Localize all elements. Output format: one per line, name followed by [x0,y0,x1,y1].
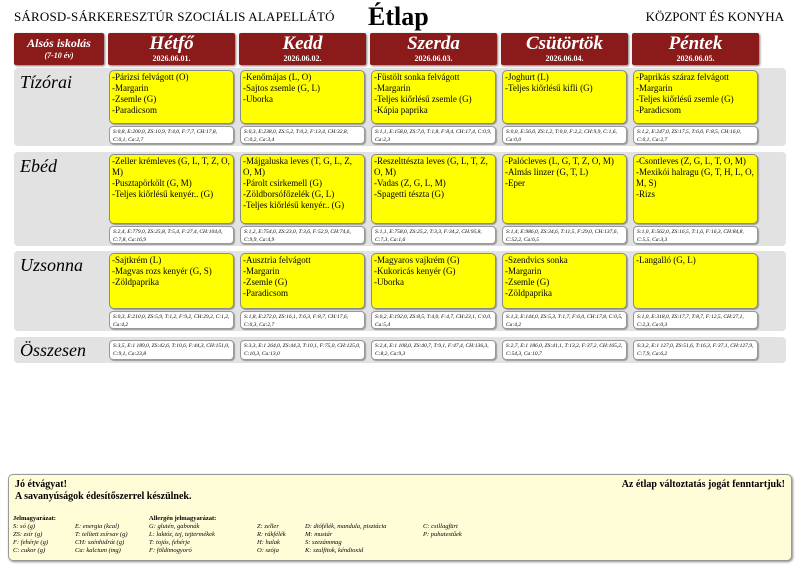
menu-item: -Zöldborsófőzelék (G, L) [243,189,335,199]
menu-item: -Mexikói halragu (G, T, H, L, O, M, S) [636,167,754,188]
nutrition-legend-title: Jelmagyarázat: [13,515,56,522]
menu-item: -Margarin [243,266,280,276]
totals-label: Összesen [20,340,86,360]
legend-entry: ZS: zsír (g) [13,531,43,538]
menu-item: -Teljes kiőrlésű zsemle (G) [636,94,734,104]
legend-entry: F: fehérje (g) [13,539,49,546]
menu-item: -Almás linzer (G, T, L) [505,167,589,177]
menu-cell [371,70,496,124]
legend-entry: T: telített zsírsav (g) [75,531,128,538]
day-name: Csütörtök [525,33,604,54]
nutrition-values: S:1,3, E:144,0, ZS:5,3, T:1,7, F:6,0, CH:17,8, C:0,5, Ca:4,2 [502,311,627,329]
page-title: Étlap [368,2,429,31]
allergen-entry: P: puhatestűek [423,531,462,538]
menu-item: -Margarin [112,83,149,93]
totals-values: S:3,5, E:1 189,0, ZS:42,6, T:10,6, F:44,3, CH:151,0, C:9,1, Ca:23,8 [109,340,234,360]
menu-item: -Paradicsom [112,105,157,115]
menu-item: -Sajtos zsemle (G, L) [243,83,320,93]
menu-item: -Langalló (G, L) [636,255,696,265]
menu-item: -Magvas rozs kenyér (G, S) [112,266,212,276]
allergen-entry: C: csillagfürt [423,523,458,530]
allergen-entry: R: rákfélék [257,531,286,538]
nutrition-values: S:2,4, E:779,0, ZS:25,8, T:5,4, F:27,4, CH:104,0, C:7,8, Ca:16,9 [109,226,234,244]
nutrition-values: S:1,2, E:247,0, ZS:17,5, T:6,0, F:8,5, CH:16,0, C:0,1, Ca:2,7 [633,126,758,144]
age-range: (7-10 év) [44,51,74,60]
meal-label: Tízórai [20,72,73,92]
menu-cell [371,154,496,224]
menu-cell [633,154,758,224]
menu-item: -Párizsi felvágott (O) [112,72,189,82]
legend-entry: CH: szénhidrát (g) [75,539,125,546]
totals-values: S:2,4, E:1 108,0, ZS:40,7, T:9,1, F:47,4, CH:136,3, C:8,2, Ca:9,3 [371,340,496,360]
day-header-5 [632,33,759,65]
menu-cell [502,253,627,309]
nutrition-values: S:1,1, E:758,0, ZS:25,2, T:3,3, F:34,2, CH:95,8, C:7,3, Ca:1,6 [371,226,496,244]
nutrition-values: S:1,1, E:158,0, ZS:7,0, T:1,8, F:8,4, CH:17,4, C:0,9, Ca:2,3 [371,126,496,144]
nutrition-values: S:0,2, E:192,0, ZS:8,5, T:4,0, F:4,7, CH:23,1, C:0,0, Ca:5,4 [371,311,496,329]
menu-item: -Margarin [636,83,673,93]
menu-cell [633,253,758,309]
nutrition-values: S:0,3, E:238,0, ZS:5,2, T:0,2, F:13,4, CH:32,8, C:0,2, Ca:3,4 [240,126,365,144]
menu-item: -Margarin [505,266,542,276]
menu-item: -Reszelttészta leves (G, L, T, Z, O, M) [374,156,488,177]
menu-item: -Pusztapörkölt (G, M) [112,178,192,188]
day-date: 2026.06.05. [676,54,715,63]
nutrition-values: S:1,4, E:986,0, ZS:34,6, T:11,5, F:29,0, CH:137,6, C:52,2, Ca:6,5 [502,226,627,244]
menu-item: -Zöldpaprika [505,288,552,298]
menu-item: -Uborka [243,94,273,104]
menu-cell [240,253,365,309]
day-date: 2026.06.02. [283,54,322,63]
day-name: Kedd [282,33,323,54]
allergen-legend-title: Allergén jelmagyarázat: [149,515,217,522]
allergen-entry: T: tojás, fehérje [149,539,190,546]
totals-values: S:3,2, E:1 127,0, ZS:51,6, T:16,3, F:37,1, CH:127,9, C:7,9, Ca:6,2 [633,340,758,360]
meal-label: Uzsonna [20,255,84,275]
nutrition-values: S:1,0, E:562,0, ZS:16,5, T:1,6, F:16,3, CH:84,8, C:5,5, Ca:3,3 [633,226,758,244]
allergen-entry: O: szója [257,547,279,554]
menu-item: -Paradicsom [243,288,288,298]
legend-entry: Ca: kalcium (mg) [75,547,121,554]
menu-item: -Margarin [374,83,411,93]
day-date: 2026.06.03. [414,54,453,63]
menu-cell [109,253,234,309]
menu-item: -Spagetti tészta (G) [374,189,444,199]
kitchen-name: KÖZPONT ÉS KONYHA [645,9,784,24]
menu-item: -Teljes kiőrlésű kenyér.. (G) [243,200,345,210]
menu-item: -Májgaluska leves (T, G, L, Z, O, M) [243,156,353,177]
menu-item: -Vadas (Z, G, L, M) [374,178,446,188]
menu-item: -Csontleves (Z, G, L, T, O, M) [636,156,746,166]
nutrition-values: S:0,8, E:200,0, ZS:10,9, T:4,0, F:7,7, CH:17,8, C:0,1, Ca:2,7 [109,126,234,144]
menu-item: -Teljes kiőrlésű zsemle (G) [374,94,472,104]
menu-item: -Paprikás száraz felvágott [636,72,729,82]
sweetener-note: A savanyúságok édesítőszerrel készülnek. [15,491,192,502]
menu-item: -Füstölt sonka felvágott [374,72,460,82]
menu-item: -Teljes kiőrlésű kifli (G) [505,83,593,93]
allergen-entry: L: laktóz, tej, tejtermékek [149,531,215,538]
menu-cell [502,70,627,124]
totals-values: S:2,7, E:1 186,0, ZS:41,1, T:13,2, F:37,2, CH:165,2, C:54,3, Ca:10,7 [502,340,627,360]
menu-item: -Magyaros vajkrém (G) [374,255,460,265]
allergen-entry: K: szulfitok, kéndioxid [305,547,364,554]
allergen-entry: H: halak [257,539,280,546]
menu-item: -Joghurt (L) [505,72,549,82]
nutrition-values: S:1,8, E:272,0, ZS:16,1, T:6,3, F:8,7, CH:17,6, C:0,3, Ca:2,7 [240,311,365,329]
menu-item: -Rizs [636,189,655,199]
menu-item: -Szendvics sonka [505,255,568,265]
day-header-2 [239,33,366,65]
menu-cell [240,70,365,124]
menu-item: -Zeller krémleves (G, L, T, Z, O, M) [112,156,230,177]
allergen-entry: F: földimogyoró [149,547,192,554]
menu-item: -Sajtkrém (L) [112,255,162,265]
footer-panel [8,474,792,561]
menu-item: -Eper [505,178,525,188]
menu-item: -Kápia paprika [374,105,428,115]
menu-item: -Uborka [374,277,404,287]
day-name: Szerda [407,33,460,54]
legend-entry: C: cukor (g) [13,547,46,554]
greeting-text: Jó étvágyat! [15,479,67,490]
allergen-entry: D: diófélék, mandula, pisztácia [305,523,387,530]
menu-item: -Zöldpaprika [112,277,159,287]
allergen-legend [149,515,462,555]
age-group-label: Alsós iskolás [27,36,91,50]
menu-item: -Teljes kiőrlésű kenyér.. (G) [112,189,214,199]
age-group-header [14,33,104,65]
menu-item: -Zsemle (G) [112,94,157,104]
allergen-entry: S: szezámmag [305,539,342,546]
menu-cell [633,70,758,124]
menu-item: -Kenőmájas (L, O) [243,72,312,82]
disclaimer-text: Az étlap változtatás jogát fenntartjuk! [621,479,785,490]
legend-entry: E: energia (kcal) [75,523,120,530]
menu-item: -Ausztria felvágott [243,255,311,265]
menu-cell [240,154,365,224]
day-name: Hétfő [149,33,194,54]
menu-cell [371,253,496,309]
nutrition-values: S:1,0, E:318,0, ZS:17,7, T:8,7, F:12,5, CH:27,1, C:2,3, Ca:0,3 [633,311,758,329]
menu-item: -Zsemle (G) [243,277,288,287]
day-date: 2026.06.04. [545,54,584,63]
menu-cell [109,70,234,124]
totals-values: S:3,3, E:1 264,0, ZS:44,3, T:10,1, F:75,0, CH:125,0, C:10,3, Ca:13,0 [240,340,365,360]
menu-item: -Zsemle (G) [505,277,550,287]
meal-label: Ebéd [20,156,57,176]
day-header-4 [501,33,628,65]
nutrition-values: S:0,0, E:56,0, ZS:1,2, T:0,0, F:2,2, CH:9,9, C:1,6, Ca:0,0 [502,126,627,144]
menu-item: -Kukoricás kenyér (G) [374,266,456,276]
menu-item: -Paradicsom [636,105,681,115]
allergen-entry: G: glutén, gabonák [149,523,200,530]
day-name: Péntek [668,33,723,54]
menu-cell [502,154,627,224]
legend-entry: S: só (g) [13,523,36,530]
menu-item: -Palócleves (L, G, T, Z, O, M) [505,156,614,166]
nutrition-legend [13,515,128,555]
day-date: 2026.06.01. [152,54,191,63]
allergen-entry: Z: zeller [257,523,279,530]
allergen-entry: M: mustár [305,531,333,538]
nutrition-values: S:1,2, E:754,0, ZS:23,0, T:3,6, F:52,9, CH:74,6, C:9,9, Ca:4,9 [240,226,365,244]
day-header-3 [370,33,497,65]
day-header-1 [108,33,235,65]
page-header [0,0,800,34]
menu-item: -Párolt csirkemell (G) [243,178,322,188]
organization-name: SÁROSD-SÁRKERESZTÚR SZOCIÁLIS ALAPELLÁTÓ [14,9,335,24]
menu-cell [109,154,234,224]
nutrition-values: S:0,3, E:210,0, ZS:5,9, T:1,2, F:9,2, CH:29,2, C:1,2, Ca:4,2 [109,311,234,329]
